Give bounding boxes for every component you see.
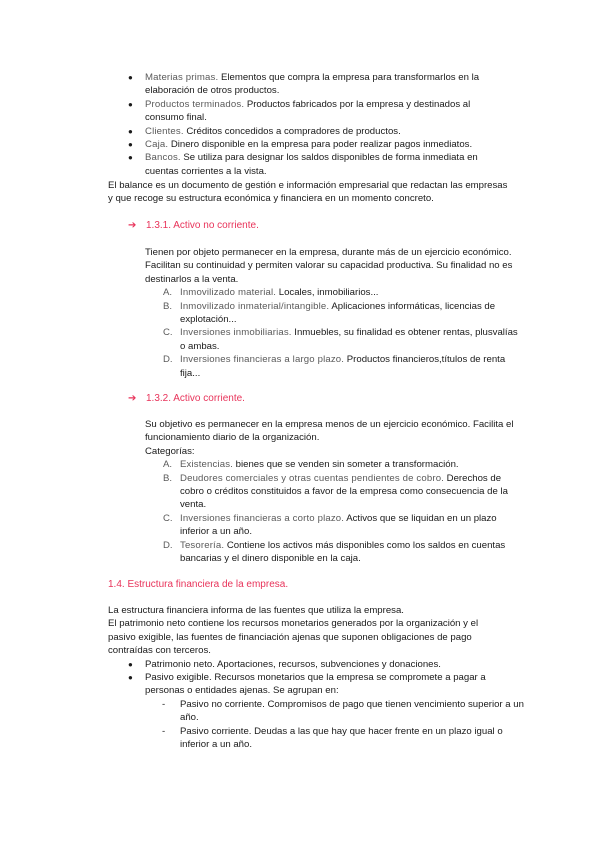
item-text: Productos financieros,títulos de renta fija...	[180, 354, 506, 379]
item-letter: C.	[163, 327, 173, 339]
item-label: Inversiones financieras a corto plazo.	[180, 512, 345, 524]
current-intro: Su objetivo es permanecer en la empresa menos de un ejercicio económico. Facilita el funcionamiento diario de la organización.	[145, 419, 514, 444]
item-text: Pasivo no corriente. Compromisos de pago que tienen vencimiento superior a un año.	[180, 698, 524, 724]
item-label: Deudores comerciales y otras cuentas pendientes de cobro.	[180, 472, 444, 484]
arrow-icon: ➔	[128, 393, 137, 404]
item-label: Tesorería.	[180, 539, 225, 551]
list-item	[145, 353, 525, 380]
item-letter: D.	[163, 354, 173, 366]
bullet-icon: ●	[128, 140, 133, 150]
item-text: Contiene los activos más disponibles como los saldos en cuentas bancarias y el dinero disponible en la caja.	[180, 539, 506, 565]
list-item	[145, 539, 525, 566]
list-item	[145, 458, 525, 471]
list-item	[145, 286, 525, 299]
item-text: Aplicaciones informáticas, licencias de explotación...	[180, 300, 496, 326]
dash-icon: -	[162, 698, 166, 710]
item-text: Pasivo corriente. Deudas a las que hay que hacer frente en un plazo igual o inferior a un año.	[180, 725, 503, 751]
item-label: Inversiones inmobiliarias.	[180, 327, 292, 339]
item-text: Patrimonio neto. Aportaciones, recursos, subvenciones y donaciones.	[145, 658, 441, 670]
list-item	[145, 472, 525, 512]
list-item	[0, 698, 532, 725]
list-item	[0, 125, 505, 138]
item-label: Materias primas.	[145, 72, 219, 83]
item-text: bienes que se venden sin someter a transformación.	[235, 459, 459, 471]
heading-text: 1.3.2. Activo corriente.	[146, 393, 245, 404]
list-item	[0, 151, 505, 178]
paragraph: La estructura financiera informa de las fuentes que utiliza la empresa.	[108, 605, 404, 616]
balance-paragraph: El balance es un documento de gestión e información empresarial que redactan las empresas y que recoge su estructura económica y financiera en un momento concreto.	[108, 180, 508, 205]
list-item	[145, 300, 525, 327]
list-item	[0, 98, 505, 125]
item-label: Inmovilizado material.	[180, 287, 277, 299]
item-text: Créditos concedidos a compradores de productos.	[186, 125, 401, 137]
bullet-icon: ●	[128, 659, 133, 669]
item-label: Inversiones financieras a largo plazo.	[180, 354, 345, 366]
non-current-content	[145, 246, 525, 380]
bullet-icon: ●	[128, 153, 133, 163]
list-item	[145, 326, 525, 353]
arrow-icon: ➔	[128, 220, 137, 231]
item-label: Caja.	[145, 139, 169, 151]
item-text: Derechos de cobro o créditos constituidos a favor de la empresa como consecuencia de la venta.	[180, 472, 508, 511]
list-item	[0, 725, 532, 752]
list-item	[0, 71, 505, 98]
list-item	[0, 671, 525, 698]
list-item	[0, 138, 505, 151]
top-bullet-list	[0, 71, 600, 178]
financial-structure-content	[0, 604, 600, 751]
bullet-icon: ●	[128, 99, 133, 109]
item-letter: B.	[163, 472, 173, 484]
categories-label: Categorías:	[145, 445, 195, 457]
item-label: Productos terminados.	[145, 98, 245, 110]
list-item	[0, 658, 525, 671]
paragraph: El patrimonio neto contiene los recursos monetarios generados por la organización y el pasivo exigible, las fuentes de financiación ajenas que suponen obligaciones de pago contraídas con terceros.	[108, 618, 479, 657]
item-letter: D.	[163, 539, 173, 551]
item-text: Dinero disponible en la empresa para poder realizar pagos inmediatos.	[170, 139, 473, 151]
heading-non-current	[128, 219, 259, 232]
item-text: Productos fabricados por la empresa y destinados al consumo final.	[145, 98, 471, 124]
section-heading-financial-structure: 1.4. Estructura financiera de la empresa.	[108, 579, 289, 590]
item-letter: A.	[163, 287, 173, 299]
bullet-icon: ●	[128, 73, 133, 82]
item-letter: A.	[163, 459, 173, 471]
item-label: Inmovilizado inmaterial/intangible.	[180, 300, 330, 312]
item-label: Clientes.	[145, 125, 184, 137]
dash-icon: -	[162, 725, 166, 737]
item-text: Elementos que compra la empresa para transformarlos en la elaboración de otros productos.	[145, 72, 480, 97]
heading-text: 1.3.1. Activo no corriente.	[146, 220, 259, 231]
list-item	[145, 512, 525, 539]
item-label: Bancos.	[145, 152, 181, 164]
item-text: Locales, inmobiliarios...	[278, 287, 379, 299]
heading-current	[128, 392, 245, 405]
non-current-intro: Tienen por objeto permanecer en la empresa, durante más de un ejercicio económico. Facilitan su continuidad y permiten valorar su capacidad productiva. Su finalidad no es destinarlos a la venta.	[145, 247, 513, 285]
item-text: Inmuebles, su finalidad es obtener rentas, plusvalías o ambas.	[180, 327, 518, 352]
item-text: Pasivo exigible. Recursos monetarios que la empresa se compromete a pagar a personas o entidades ajenas. Se agrupan en:	[145, 672, 486, 697]
item-text: Activos que se liquidan en un plazo inferior a un año.	[180, 512, 497, 538]
bullet-icon: ●	[128, 673, 133, 683]
item-letter: C.	[163, 512, 173, 524]
item-label: Existencias.	[180, 459, 233, 471]
current-content	[145, 418, 525, 565]
item-letter: B.	[163, 300, 173, 312]
item-text: Se utiliza para designar los saldos disponibles de forma inmediata en cuentas corrientes a la vista.	[145, 152, 478, 177]
bullet-icon: ●	[128, 126, 133, 136]
